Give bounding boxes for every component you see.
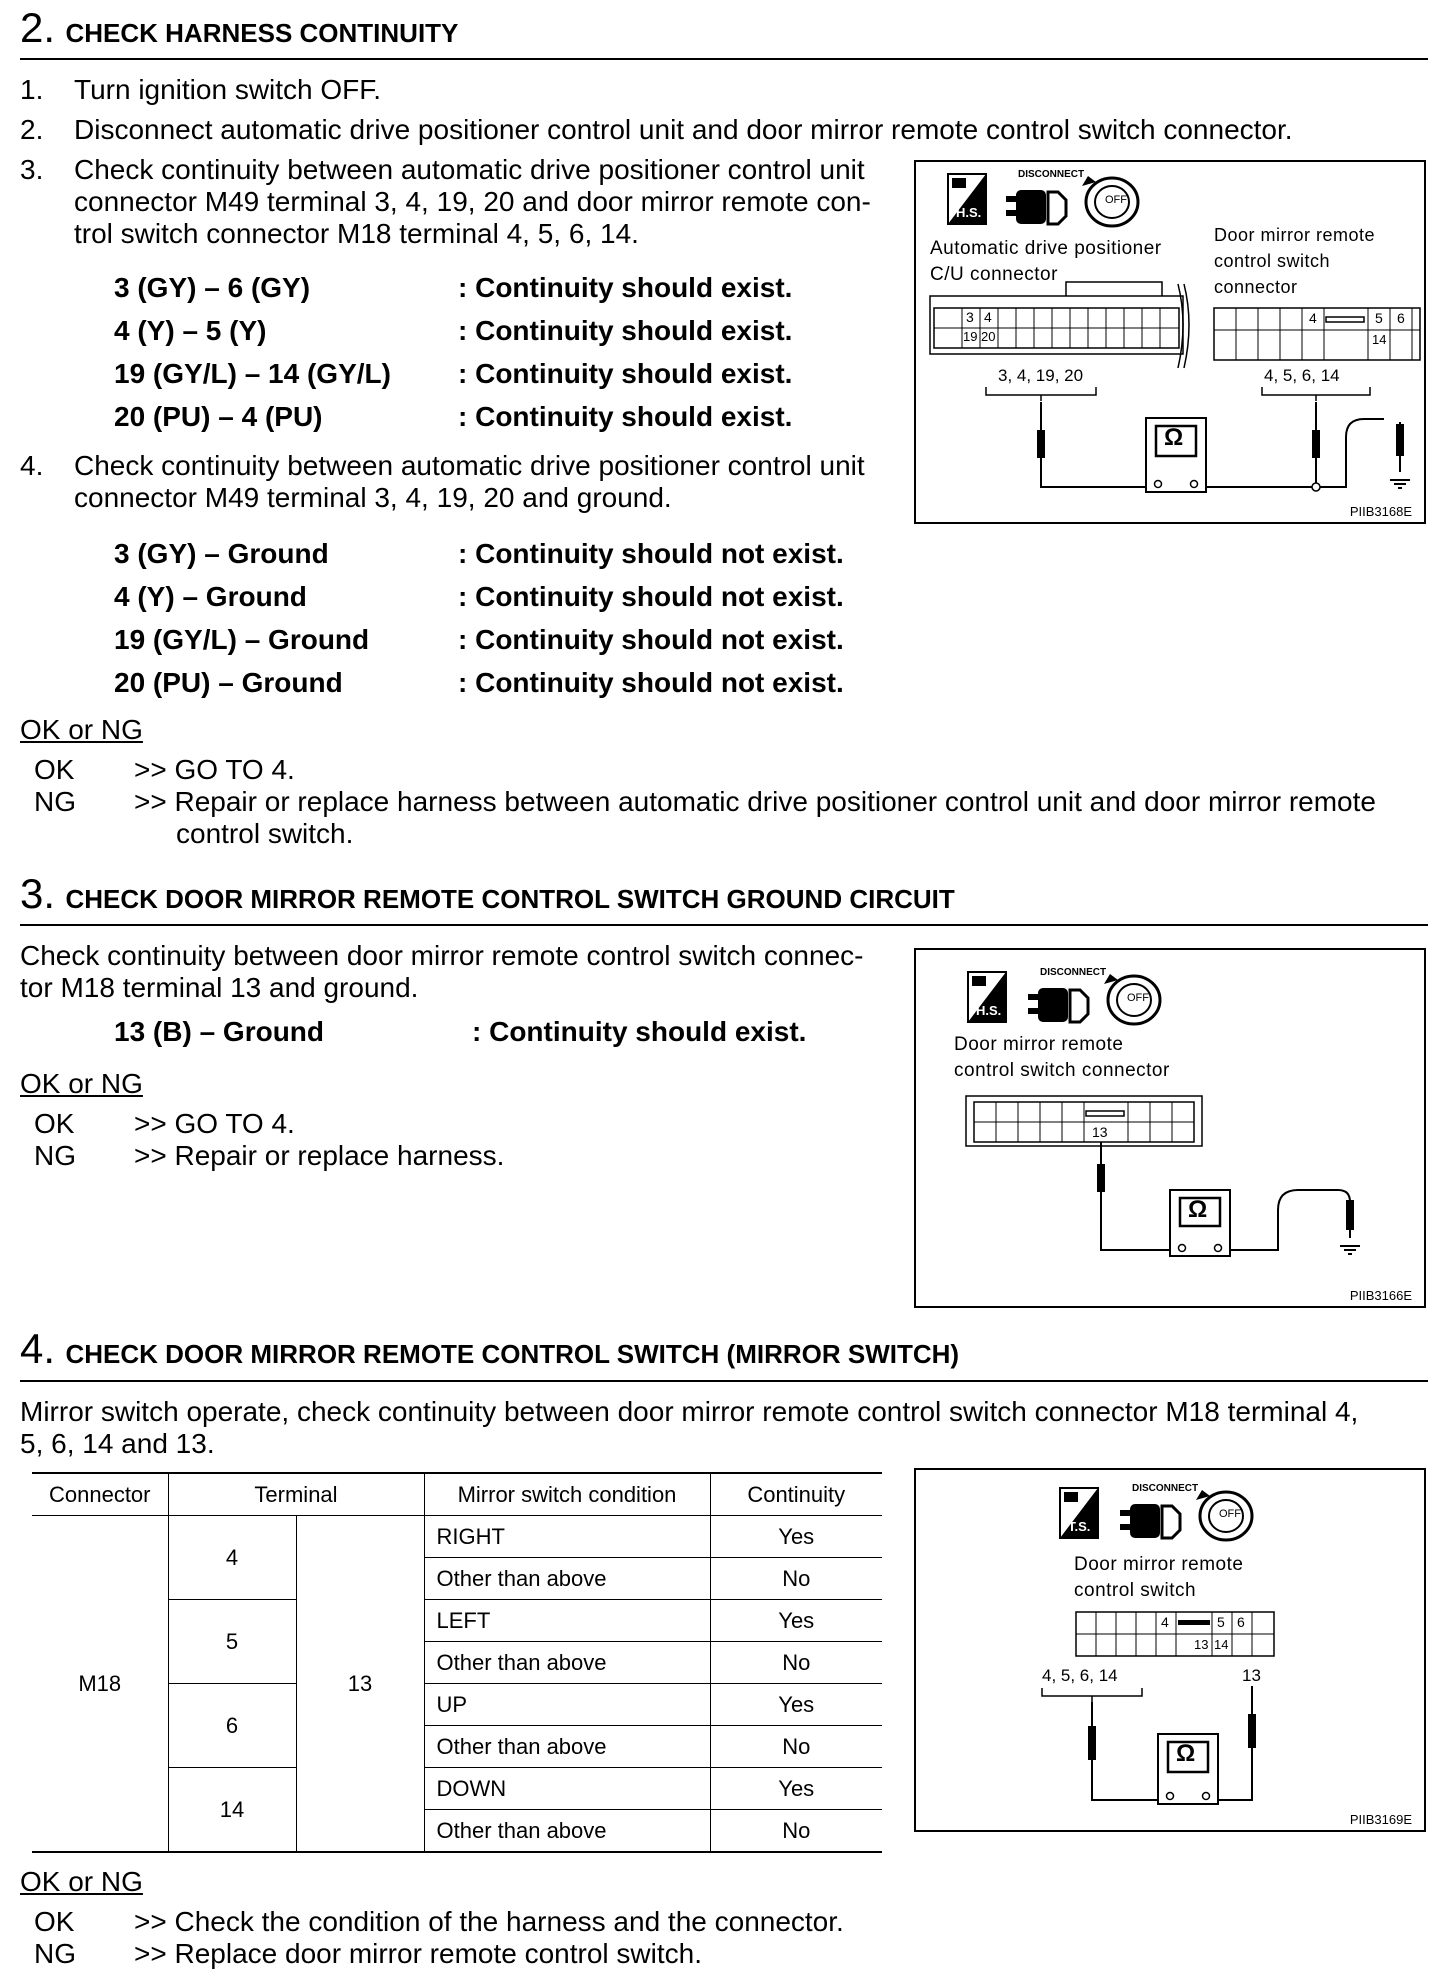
ok-label: OK — [34, 754, 75, 785]
ok-or-ng-heading: OK or NG — [20, 1866, 143, 1897]
figure-label: control switch connector — [954, 1060, 1170, 1081]
ng-action-continued: control switch. — [176, 818, 354, 849]
check-pair: 3 (GY) – 6 (GY) — [114, 272, 311, 303]
step-description: Check continuity between door mirror remote control switch connec- — [20, 940, 864, 971]
heading-rule — [20, 1380, 1428, 1382]
ok-or-ng-heading: OK or NG — [20, 714, 143, 745]
off-label: OFF — [1105, 194, 1127, 206]
step-item-text: Disconnect automatic drive positioner control unit and door mirror remote control switch connector. — [74, 114, 1293, 145]
check-pair: 3 (GY) – Ground — [114, 538, 329, 569]
disconnect-icon — [1006, 190, 1066, 224]
step-description: 5, 6, 14 and 13. — [20, 1428, 215, 1459]
pin-number: 4 — [1309, 310, 1317, 326]
step-4-heading — [20, 1325, 959, 1373]
ng-label: NG — [34, 1140, 76, 1171]
heading-rule — [20, 924, 1428, 926]
check-result: : Continuity should not exist. — [458, 624, 844, 655]
ohm-symbol: Ω — [1164, 424, 1184, 451]
terminal-list: 3, 4, 19, 20 — [998, 366, 1084, 385]
continuity-cell: No — [782, 1565, 811, 1591]
pin-number: 6 — [1397, 310, 1405, 326]
figure-label: Automatic drive positioner — [930, 238, 1162, 259]
condition-cell: Other than above — [424, 1642, 710, 1684]
pin-number: 6 — [1237, 1614, 1245, 1630]
ground-icon — [1340, 1246, 1360, 1254]
continuity-table — [32, 1472, 882, 1853]
check-result: : Continuity should exist. — [458, 401, 793, 432]
ts-label: T.S. — [1068, 1519, 1091, 1534]
check-pair: 4 (Y) – Ground — [114, 581, 307, 612]
step-item-number: 1. — [20, 74, 44, 105]
figure-label: C/U connector — [930, 264, 1058, 285]
terminal-cell: 4 — [168, 1516, 296, 1600]
continuity-cell: No — [782, 1649, 811, 1675]
pin-number: 5 — [1375, 310, 1383, 326]
step-item-number: 3. — [20, 154, 44, 185]
disconnect-label: DISCONNECT — [1132, 1483, 1199, 1494]
terminal-list: 4, 5, 6, 14 — [1264, 366, 1340, 385]
common-terminal-cell: 13 — [296, 1516, 424, 1853]
pin-number: 3 — [966, 309, 974, 325]
ok-action: >> Check the condition of the harness and the connector. — [134, 1906, 844, 1937]
mirror-switch-connector — [966, 1096, 1202, 1146]
pin-number: 14 — [1214, 1637, 1229, 1652]
step-item-text: trol switch connector M18 terminal 4, 5, 6, 14. — [74, 218, 639, 249]
ohm-symbol: Ω — [1176, 1740, 1196, 1767]
step-title: CHECK HARNESS CONTINUITY — [65, 18, 459, 48]
check-pair: 19 (GY/L) – 14 (GY/L) — [114, 358, 391, 389]
ok-or-ng-heading: OK or NG — [20, 1068, 143, 1099]
disconnect-label: DISCONNECT — [1018, 169, 1085, 180]
step-item-text: Turn ignition switch OFF. — [74, 74, 382, 105]
figure-code: PIIB3168E — [1349, 504, 1412, 519]
step-item-number: 2. — [20, 114, 44, 145]
check-pair: 13 (B) – Ground — [114, 1016, 325, 1047]
figure-label: control switch — [1074, 1580, 1197, 1601]
table-row — [32, 1516, 882, 1558]
figure-label: Door mirror remote — [1214, 225, 1376, 245]
check-pair: 4 (Y) – 5 (Y) — [114, 315, 267, 346]
step-2-heading — [20, 4, 458, 52]
continuity-cell: Yes — [778, 1523, 815, 1549]
pin-number: 19 — [963, 329, 978, 344]
condition-cell: UP — [424, 1684, 710, 1726]
wiring-diagram — [916, 1470, 1424, 1830]
step-item-text: Check continuity between automatic drive positioner control unit — [74, 450, 865, 481]
check-pair: 20 (PU) – 4 (PU) — [114, 401, 323, 432]
condition-cell: Other than above — [424, 1726, 710, 1768]
column-header: Continuity — [747, 1481, 846, 1507]
check-result: : Continuity should exist. — [472, 1016, 807, 1047]
disconnect-label: DISCONNECT — [1040, 967, 1107, 978]
terminal-list: 4, 5, 6, 14 — [1042, 1666, 1118, 1685]
ng-label: NG — [34, 1938, 76, 1969]
condition-cell: RIGHT — [424, 1516, 710, 1558]
check-result: : Continuity should exist. — [458, 315, 793, 346]
ng-action: >> Repair or replace harness between automatic drive positioner control unit and door mirror remote — [134, 786, 1376, 817]
step-title: CHECK DOOR MIRROR REMOTE CONTROL SWITCH (MIRROR SWITCH) — [65, 1339, 960, 1369]
condition-cell: LEFT — [424, 1600, 710, 1642]
pin-number: 13 — [1194, 1637, 1209, 1652]
pin-number: 20 — [981, 329, 996, 344]
pin-number: 4 — [1161, 1614, 1169, 1630]
check-result: : Continuity should not exist. — [458, 538, 844, 569]
hs-label: H.S. — [976, 1003, 1002, 1018]
connector-cell: M18 — [32, 1516, 168, 1853]
condition-cell: Other than above — [424, 1558, 710, 1600]
off-label: OFF — [1219, 1508, 1241, 1520]
continuity-cell: Yes — [778, 1775, 815, 1801]
mirror-switch-connector — [1214, 308, 1420, 360]
harness-continuity-figure — [914, 160, 1426, 524]
step-3-heading — [20, 870, 955, 918]
figure-label: Door mirror remote — [954, 1034, 1124, 1055]
continuity-cell: No — [782, 1733, 811, 1759]
heading-rule — [20, 58, 1428, 60]
figure-code: PIIB3169E — [1349, 1812, 1412, 1827]
ok-action: >> GO TO 4. — [134, 754, 295, 785]
step-item-text: connector M49 terminal 3, 4, 19, 20 and door mirror remote con- — [74, 186, 871, 217]
continuity-cell: No — [782, 1817, 811, 1843]
condition-cell: Other than above — [424, 1810, 710, 1853]
column-header: Connector — [32, 1473, 168, 1516]
probe-leads — [1037, 402, 1404, 487]
step-number: 2. — [20, 4, 56, 51]
hs-label: H.S. — [956, 205, 982, 220]
step-description: Mirror switch operate, check continuity between door mirror remote control switch connector M18 terminal 4, — [20, 1396, 1359, 1427]
ohm-symbol: Ω — [1188, 1196, 1208, 1223]
ground-icon — [1390, 480, 1410, 488]
mirror-switch-figure — [914, 1468, 1426, 1832]
pin-number: 13 — [1092, 1124, 1108, 1140]
step-item-number: 4. — [20, 450, 44, 481]
step-description: tor M18 terminal 13 and ground. — [20, 972, 419, 1003]
step-item-text: connector M49 terminal 3, 4, 19, 20 and ground. — [74, 482, 672, 513]
ng-action: >> Repair or replace harness. — [134, 1140, 505, 1171]
disconnect-icon — [1120, 1504, 1180, 1538]
ng-label: NG — [34, 786, 76, 817]
figure-label: connector — [1214, 277, 1298, 297]
step-number: 4. — [20, 1325, 56, 1372]
pin-number: 14 — [1372, 332, 1387, 347]
check-result: : Continuity should exist. — [458, 272, 793, 303]
step-title: CHECK DOOR MIRROR REMOTE CONTROL SWITCH GROUND CIRCUIT — [65, 884, 955, 914]
column-header: Mirror switch condition — [424, 1473, 710, 1516]
figure-label: control switch — [1214, 251, 1331, 271]
ng-action: >> Replace door mirror remote control switch. — [134, 1938, 702, 1969]
condition-cell: DOWN — [424, 1768, 710, 1810]
off-label: OFF — [1127, 992, 1149, 1004]
column-header: Terminal — [168, 1473, 424, 1516]
disconnect-icon — [1028, 988, 1088, 1022]
ok-action: >> GO TO 4. — [134, 1108, 295, 1139]
cu-connector — [930, 282, 1189, 368]
check-result: : Continuity should exist. — [458, 358, 793, 389]
ok-label: OK — [34, 1108, 75, 1139]
step-item-text: Check continuity between automatic drive positioner control unit — [74, 154, 865, 185]
table-header-row — [32, 1473, 882, 1516]
ok-label: OK — [34, 1906, 75, 1937]
pin-number: 4 — [984, 309, 992, 325]
terminal-cell: 5 — [168, 1600, 296, 1684]
check-pair: 20 (PU) – Ground — [114, 667, 343, 698]
figure-label: Door mirror remote — [1074, 1554, 1244, 1575]
check-pair: 19 (GY/L) – Ground — [114, 624, 370, 655]
terminal-list: 13 — [1242, 1666, 1261, 1685]
step-number: 3. — [20, 870, 56, 917]
continuity-cell: Yes — [778, 1691, 815, 1717]
continuity-cell: Yes — [778, 1607, 815, 1633]
ground-circuit-figure — [914, 948, 1426, 1308]
check-result: : Continuity should not exist. — [458, 581, 844, 612]
check-result: : Continuity should not exist. — [458, 667, 844, 698]
figure-code: PIIB3166E — [1349, 1288, 1412, 1303]
terminal-cell: 14 — [168, 1768, 296, 1853]
terminal-cell: 6 — [168, 1684, 296, 1768]
pin-number: 5 — [1217, 1614, 1225, 1630]
